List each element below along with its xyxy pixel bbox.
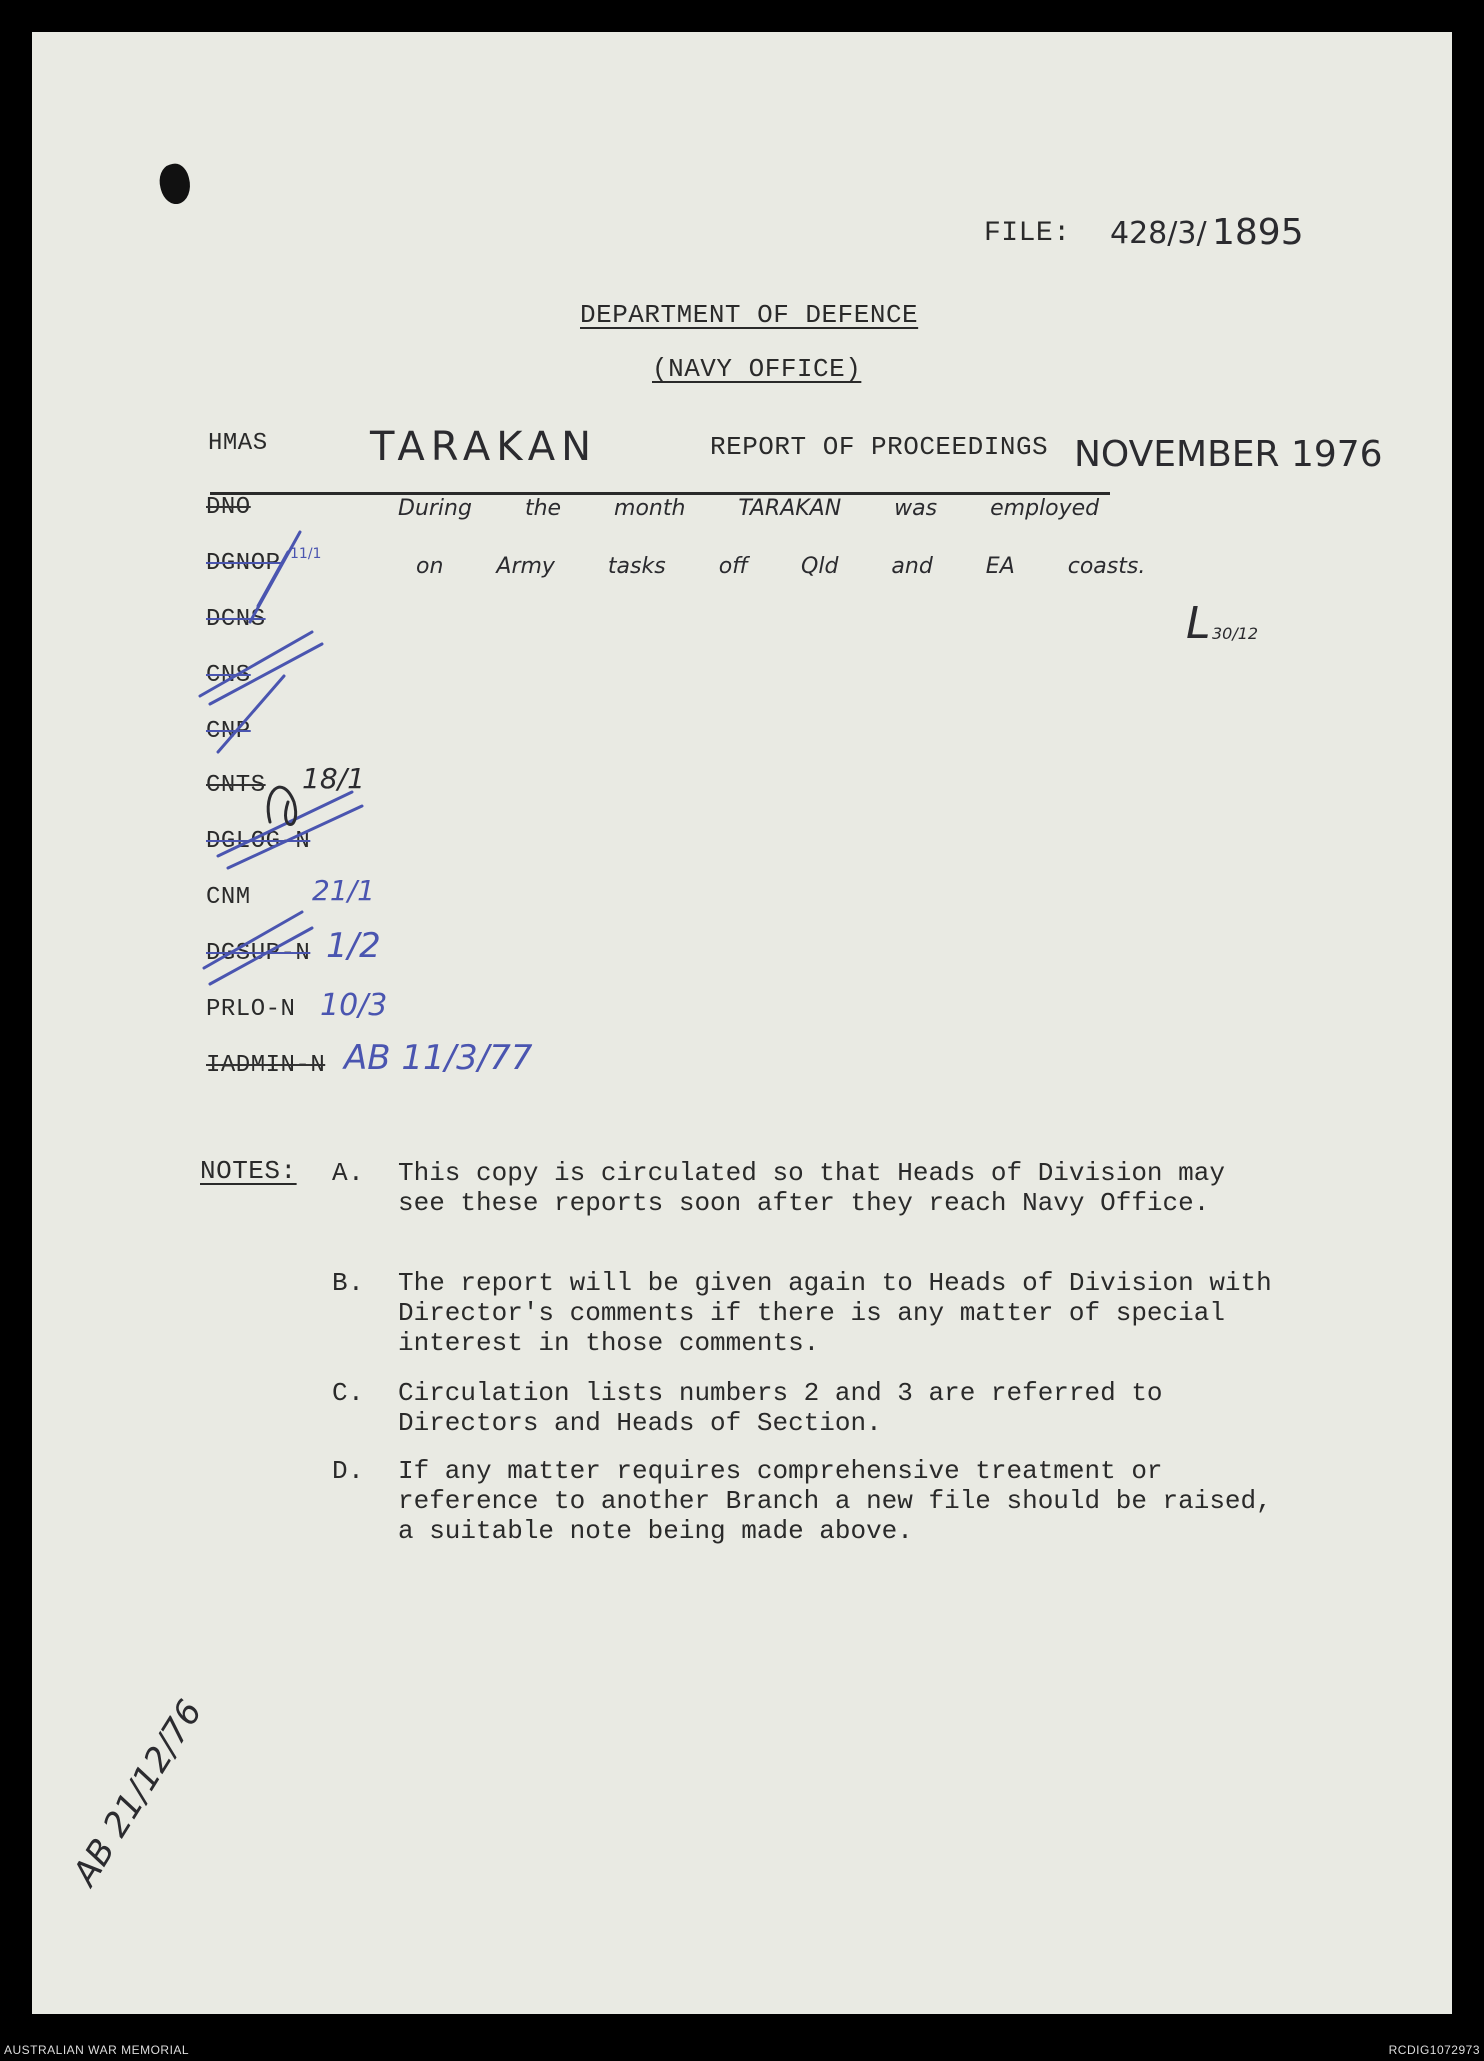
- circulation-code: CNP: [206, 718, 251, 745]
- circulation-annotation: 21/1: [312, 874, 375, 907]
- circulation-code: DCNS: [206, 606, 266, 633]
- circulation-code: CNTS: [206, 772, 266, 799]
- comment-line-2: on Army tasks off Qld and EA coasts.: [416, 554, 1146, 579]
- notes-label: NOTES:: [200, 1156, 297, 1186]
- note-text: This copy is circulated so that Heads of Division may see these reports soon after they reach Navy Office.: [398, 1158, 1225, 1218]
- note-text: The report will be given again to Heads of Division with Director's comments if there is any matter of special interest in those comments.: [398, 1268, 1272, 1358]
- file-label: FILE:: [984, 218, 1071, 249]
- circulation-code: DGLOG-N: [206, 828, 311, 855]
- circulation-code: IADMIN-N: [206, 1052, 326, 1079]
- note-letter: A.: [332, 1158, 365, 1188]
- footer-id: RCDIG1072973: [1388, 2043, 1480, 2057]
- circulation-code: DGSUP-N: [206, 940, 311, 967]
- report-period: NOVEMBER 1976: [1074, 434, 1383, 475]
- report-title: REPORT OF PROCEEDINGS: [710, 432, 1049, 462]
- file-number-handwritten: 1895: [1212, 212, 1304, 253]
- department-heading: DEPARTMENT OF DEFENCE: [580, 300, 919, 330]
- handwritten-strike-marks: [32, 32, 1452, 2014]
- document-page: [32, 32, 1452, 2014]
- circulation-code: PRLO-N: [206, 996, 296, 1023]
- circulation-code: CNM: [206, 884, 251, 911]
- margin-annotation: AB 21/12/76: [65, 1693, 211, 1893]
- office-heading: (NAVY OFFICE): [652, 354, 862, 384]
- comment-initial: L: [1186, 598, 1211, 649]
- note-text: If any matter requires comprehensive treatment or reference to another Branch a new file should be raised, a suitable note being made above.: [398, 1456, 1272, 1546]
- ship-name: TARAKAN: [370, 424, 598, 470]
- note-letter: C.: [332, 1378, 365, 1408]
- comment-line-1: During the month TARAKAN was employed: [398, 496, 1100, 521]
- circulation-annotation: 11/1: [290, 546, 322, 562]
- circulation-code: DGNOP: [206, 550, 281, 577]
- note-text: Circulation lists numbers 2 and 3 are referred to Directors and Heads of Section.: [398, 1378, 1163, 1438]
- comment-date: 30/12: [1212, 624, 1259, 643]
- file-number-typed: 428/3/: [1110, 216, 1207, 251]
- ship-prefix: HMAS: [208, 430, 268, 457]
- circulation-code: CNS: [206, 662, 251, 689]
- footer-source: AUSTRALIAN WAR MEMORIAL: [4, 2043, 190, 2057]
- circulation-annotation: AB 11/3/77: [344, 1038, 533, 1078]
- circulation-annotation: 1/2: [326, 926, 381, 966]
- circulation-code: DNO: [206, 494, 251, 521]
- note-letter: D.: [332, 1456, 365, 1486]
- circulation-annotation: 10/3: [320, 988, 388, 1023]
- circulation-annotation: 18/1: [302, 762, 365, 795]
- note-letter: B.: [332, 1268, 365, 1298]
